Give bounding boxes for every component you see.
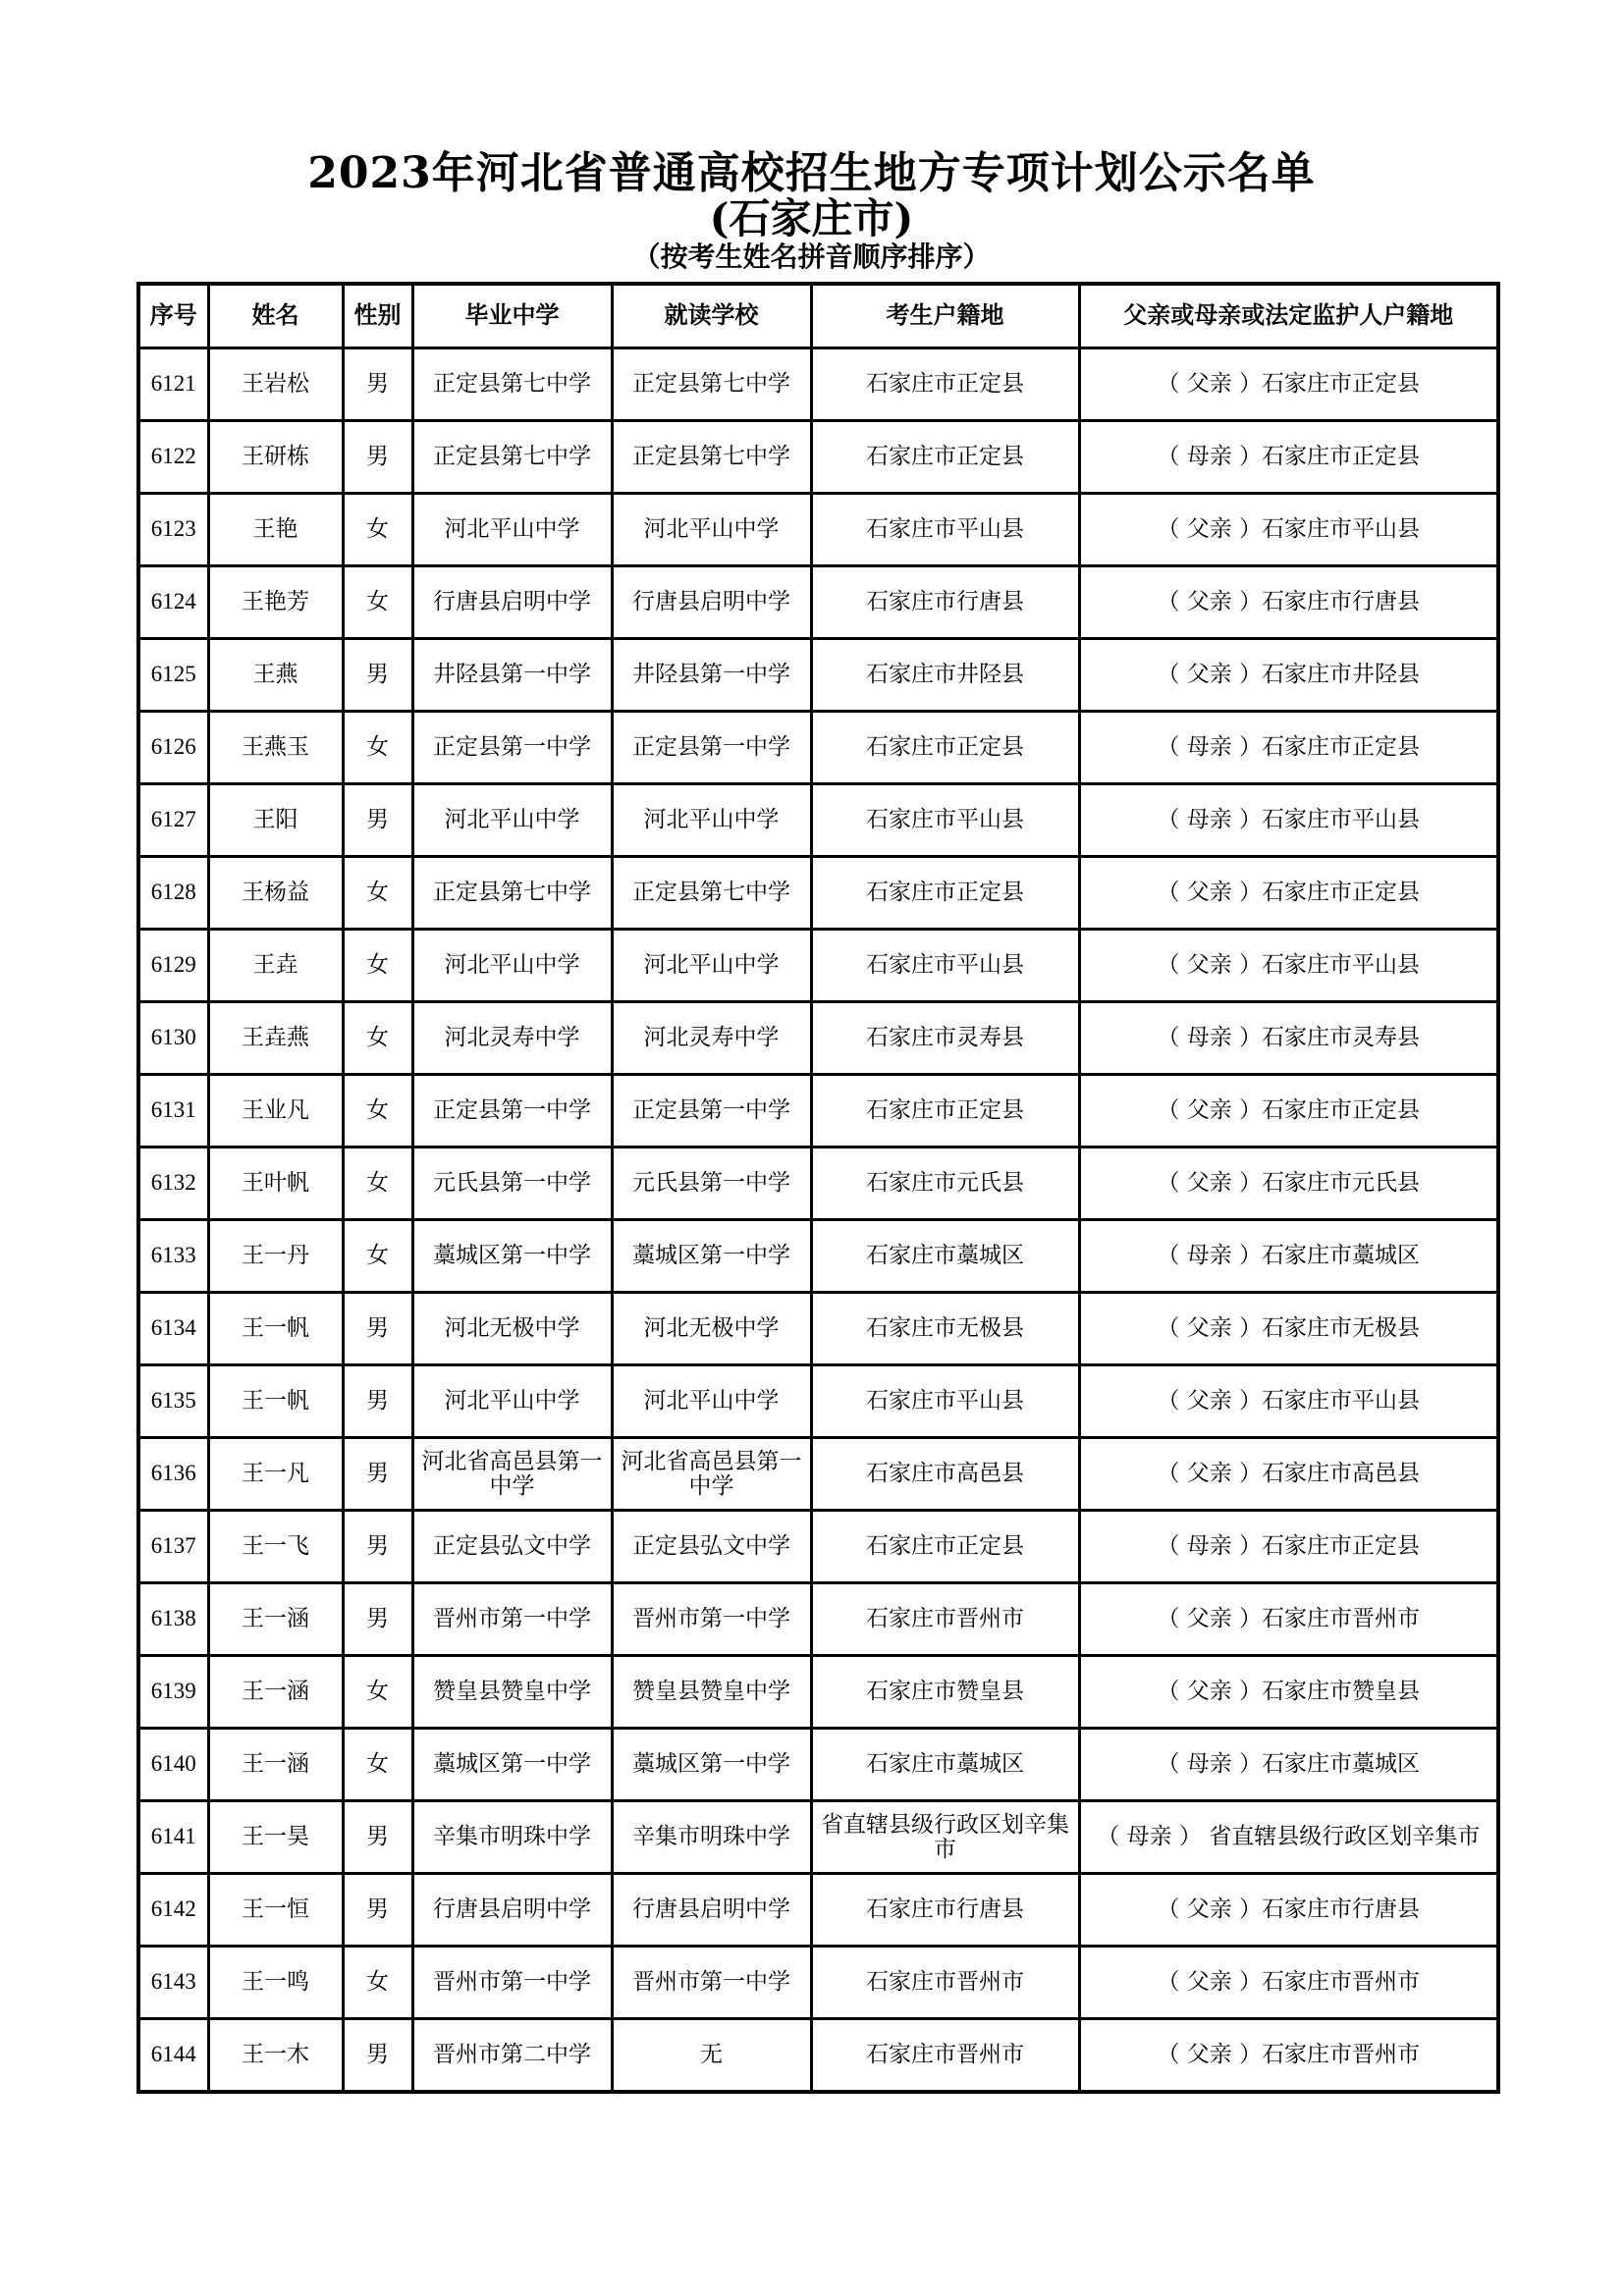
table-row xyxy=(138,784,1498,857)
table-row xyxy=(138,348,1498,421)
cell-current-school: 井陉县第一中学 xyxy=(612,639,811,712)
cell-hukou: 石家庄市井陉县 xyxy=(811,639,1079,712)
cell-seq: 6142 xyxy=(138,1874,208,1947)
cell-guardian-hukou: （ 父亲 ）石家庄市正定县 xyxy=(1079,1075,1498,1148)
cell-current-school: 正定县第七中学 xyxy=(612,348,811,421)
table-row xyxy=(138,1801,1498,1874)
cell-seq: 6138 xyxy=(138,1583,208,1656)
cell-guardian-hukou: （ 父亲 ）石家庄市赞皇县 xyxy=(1079,1656,1498,1729)
cell-guardian-hukou: （ 父亲 ）石家庄市高邑县 xyxy=(1079,1438,1498,1511)
table-row xyxy=(138,2019,1498,2093)
cell-seq: 6124 xyxy=(138,566,208,639)
cell-name: 王一鸣 xyxy=(208,1947,343,2019)
cell-grad-school: 藁城区第一中学 xyxy=(412,1729,612,1801)
cell-grad-school: 河北灵寿中学 xyxy=(412,1002,612,1075)
cell-hukou: 石家庄市晋州市 xyxy=(811,1583,1079,1656)
cell-hukou: 石家庄市正定县 xyxy=(811,857,1079,930)
cell-name: 王一木 xyxy=(208,2019,343,2093)
cell-gender: 女 xyxy=(343,1656,412,1729)
cell-name: 王一帆 xyxy=(208,1293,343,1365)
table-row xyxy=(138,494,1498,566)
cell-seq: 6132 xyxy=(138,1148,208,1220)
table-row xyxy=(138,1002,1498,1075)
header-gender: 性别 xyxy=(343,284,412,348)
table-body xyxy=(138,348,1498,2093)
cell-grad-school: 正定县第七中学 xyxy=(412,857,612,930)
cell-gender: 女 xyxy=(343,930,412,1002)
cell-name: 王一帆 xyxy=(208,1365,343,1438)
cell-hukou: 石家庄市正定县 xyxy=(811,421,1079,494)
cell-hukou: 石家庄市元氏县 xyxy=(811,1148,1079,1220)
cell-guardian-hukou: （ 父亲 ）石家庄市井陉县 xyxy=(1079,639,1498,712)
cell-seq: 6144 xyxy=(138,2019,208,2093)
cell-hukou: 石家庄市无极县 xyxy=(811,1293,1079,1365)
cell-grad-school: 晋州市第一中学 xyxy=(412,1947,612,2019)
document-title: 2023年河北省普通高校招生地方专项计划公示名单 xyxy=(307,148,1316,198)
table-row xyxy=(138,1075,1498,1148)
cell-guardian-hukou: （ 父亲 ）石家庄市晋州市 xyxy=(1079,1583,1498,1656)
table-row xyxy=(138,1729,1498,1801)
cell-hukou: 省直辖县级行政区划辛集市 xyxy=(811,1801,1079,1874)
cell-seq: 6129 xyxy=(138,930,208,1002)
table-row xyxy=(138,639,1498,712)
cell-name: 王垚 xyxy=(208,930,343,1002)
cell-guardian-hukou: （ 母亲 ）石家庄市正定县 xyxy=(1079,1511,1498,1583)
cell-guardian-hukou: （ 父亲 ）石家庄市正定县 xyxy=(1079,348,1498,421)
cell-name: 王叶帆 xyxy=(208,1148,343,1220)
header-current-school: 就读学校 xyxy=(612,284,811,348)
cell-grad-school: 正定县第七中学 xyxy=(412,348,612,421)
cell-name: 王业凡 xyxy=(208,1075,343,1148)
cell-seq: 6135 xyxy=(138,1365,208,1438)
cell-seq: 6128 xyxy=(138,857,208,930)
cell-current-school: 河北平山中学 xyxy=(612,784,811,857)
cell-guardian-hukou: （ 母亲 ）石家庄市平山县 xyxy=(1079,784,1498,857)
cell-guardian-hukou: （ 父亲 ）石家庄市平山县 xyxy=(1079,1365,1498,1438)
cell-hukou: 石家庄市高邑县 xyxy=(811,1438,1079,1511)
cell-current-school: 河北灵寿中学 xyxy=(612,1002,811,1075)
cell-current-school: 正定县弘文中学 xyxy=(612,1511,811,1583)
cell-seq: 6139 xyxy=(138,1656,208,1729)
cell-gender: 女 xyxy=(343,1220,412,1293)
cell-hukou: 石家庄市平山县 xyxy=(811,930,1079,1002)
cell-hukou: 石家庄市灵寿县 xyxy=(811,1002,1079,1075)
cell-guardian-hukou: （ 父亲 ）石家庄市平山县 xyxy=(1079,930,1498,1002)
cell-gender: 男 xyxy=(343,1293,412,1365)
cell-current-school: 辛集市明珠中学 xyxy=(612,1801,811,1874)
cell-seq: 6127 xyxy=(138,784,208,857)
cell-grad-school: 辛集市明珠中学 xyxy=(412,1801,612,1874)
cell-hukou: 石家庄市藁城区 xyxy=(811,1729,1079,1801)
table-row xyxy=(138,1365,1498,1438)
cell-grad-school: 河北平山中学 xyxy=(412,930,612,1002)
cell-current-school: 河北无极中学 xyxy=(612,1293,811,1365)
cell-gender: 女 xyxy=(343,1075,412,1148)
cell-current-school: 正定县第一中学 xyxy=(612,712,811,784)
table-row xyxy=(138,1220,1498,1293)
cell-guardian-hukou: （ 母亲 ）石家庄市正定县 xyxy=(1079,712,1498,784)
cell-guardian-hukou: （ 父亲 ）石家庄市无极县 xyxy=(1079,1293,1498,1365)
cell-current-school: 行唐县启明中学 xyxy=(612,566,811,639)
cell-current-school: 赞皇县赞皇中学 xyxy=(612,1656,811,1729)
header-seq: 序号 xyxy=(138,284,208,348)
cell-current-school: 藁城区第一中学 xyxy=(612,1729,811,1801)
cell-name: 王一丹 xyxy=(208,1220,343,1293)
cell-name: 王岩松 xyxy=(208,348,343,421)
header-hukou: 考生户籍地 xyxy=(811,284,1079,348)
cell-current-school: 正定县第七中学 xyxy=(612,421,811,494)
cell-hukou: 石家庄市晋州市 xyxy=(811,1947,1079,2019)
sort-note: （按考生姓名拼音顺序排序） xyxy=(632,240,991,273)
cell-guardian-hukou: （ 父亲 ）石家庄市晋州市 xyxy=(1079,1947,1498,2019)
cell-current-school: 晋州市第一中学 xyxy=(612,1583,811,1656)
cell-name: 王一昊 xyxy=(208,1801,343,1874)
cell-name: 王一恒 xyxy=(208,1874,343,1947)
cell-gender: 男 xyxy=(343,1874,412,1947)
table-row xyxy=(138,1656,1498,1729)
cell-gender: 女 xyxy=(343,1729,412,1801)
table-row xyxy=(138,1511,1498,1583)
roster-table xyxy=(136,282,1500,2094)
cell-current-school: 正定县第一中学 xyxy=(612,1075,811,1148)
cell-grad-school: 正定县第一中学 xyxy=(412,1075,612,1148)
cell-seq: 6143 xyxy=(138,1947,208,2019)
cell-name: 王垚燕 xyxy=(208,1002,343,1075)
cell-gender: 男 xyxy=(343,2019,412,2093)
table-row xyxy=(138,1583,1498,1656)
cell-hukou: 石家庄市赞皇县 xyxy=(811,1656,1079,1729)
cell-guardian-hukou: （ 母亲 ）石家庄市藁城区 xyxy=(1079,1729,1498,1801)
cell-hukou: 石家庄市平山县 xyxy=(811,784,1079,857)
cell-current-school: 藁城区第一中学 xyxy=(612,1220,811,1293)
cell-guardian-hukou: （ 母亲 ）石家庄市正定县 xyxy=(1079,421,1498,494)
table-row xyxy=(138,1148,1498,1220)
cell-grad-school: 河北省高邑县第一中学 xyxy=(412,1438,612,1511)
cell-name: 王一涵 xyxy=(208,1729,343,1801)
cell-name: 王燕 xyxy=(208,639,343,712)
cell-gender: 女 xyxy=(343,1148,412,1220)
cell-seq: 6121 xyxy=(138,348,208,421)
cell-seq: 6123 xyxy=(138,494,208,566)
cell-grad-school: 晋州市第一中学 xyxy=(412,1583,612,1656)
cell-name: 王杨益 xyxy=(208,857,343,930)
cell-current-school: 河北平山中学 xyxy=(612,494,811,566)
cell-guardian-hukou: （ 父亲 ）石家庄市元氏县 xyxy=(1079,1148,1498,1220)
cell-grad-school: 元氏县第一中学 xyxy=(412,1148,612,1220)
cell-gender: 男 xyxy=(343,1511,412,1583)
cell-hukou: 石家庄市藁城区 xyxy=(811,1220,1079,1293)
cell-guardian-hukou: （ 母亲 ）石家庄市灵寿县 xyxy=(1079,1002,1498,1075)
cell-seq: 6140 xyxy=(138,1729,208,1801)
cell-grad-school: 赞皇县赞皇中学 xyxy=(412,1656,612,1729)
cell-gender: 男 xyxy=(343,421,412,494)
cell-name: 王阳 xyxy=(208,784,343,857)
cell-gender: 男 xyxy=(343,348,412,421)
table-row xyxy=(138,930,1498,1002)
cell-name: 王一涵 xyxy=(208,1656,343,1729)
cell-current-school: 正定县第七中学 xyxy=(612,857,811,930)
cell-name: 王一涵 xyxy=(208,1583,343,1656)
cell-gender: 女 xyxy=(343,1002,412,1075)
cell-seq: 6122 xyxy=(138,421,208,494)
cell-grad-school: 藁城区第一中学 xyxy=(412,1220,612,1293)
table-row xyxy=(138,1293,1498,1365)
cell-gender: 男 xyxy=(343,1365,412,1438)
cell-grad-school: 正定县第一中学 xyxy=(412,712,612,784)
cell-grad-school: 晋州市第二中学 xyxy=(412,2019,612,2093)
cell-gender: 男 xyxy=(343,784,412,857)
document-subtitle: (石家庄市) xyxy=(709,194,914,242)
cell-current-school: 元氏县第一中学 xyxy=(612,1148,811,1220)
cell-hukou: 石家庄市平山县 xyxy=(811,494,1079,566)
cell-name: 王艳 xyxy=(208,494,343,566)
cell-grad-school: 河北平山中学 xyxy=(412,784,612,857)
cell-name: 王一凡 xyxy=(208,1438,343,1511)
table-row xyxy=(138,712,1498,784)
cell-hukou: 石家庄市晋州市 xyxy=(811,2019,1079,2093)
cell-gender: 女 xyxy=(343,1947,412,2019)
cell-name: 王研栋 xyxy=(208,421,343,494)
cell-seq: 6133 xyxy=(138,1220,208,1293)
cell-guardian-hukou: （ 父亲 ）石家庄市晋州市 xyxy=(1079,2019,1498,2093)
header-row xyxy=(138,284,1498,348)
cell-current-school: 河北平山中学 xyxy=(612,1365,811,1438)
header-guardian-hukou: 父亲或母亲或法定监护人户籍地 xyxy=(1079,284,1498,348)
cell-gender: 男 xyxy=(343,1583,412,1656)
cell-hukou: 石家庄市正定县 xyxy=(811,1511,1079,1583)
cell-guardian-hukou: （ 父亲 ）石家庄市行唐县 xyxy=(1079,1874,1498,1947)
cell-gender: 男 xyxy=(343,1438,412,1511)
cell-name: 王燕玉 xyxy=(208,712,343,784)
header-grad-school: 毕业中学 xyxy=(412,284,612,348)
cell-gender: 女 xyxy=(343,494,412,566)
table-row xyxy=(138,566,1498,639)
cell-hukou: 石家庄市行唐县 xyxy=(811,1874,1079,1947)
cell-seq: 6131 xyxy=(138,1075,208,1148)
cell-current-school: 行唐县启明中学 xyxy=(612,1874,811,1947)
cell-name: 王一飞 xyxy=(208,1511,343,1583)
cell-grad-school: 正定县弘文中学 xyxy=(412,1511,612,1583)
cell-grad-school: 行唐县启明中学 xyxy=(412,1874,612,1947)
cell-hukou: 石家庄市正定县 xyxy=(811,348,1079,421)
table-row xyxy=(138,857,1498,930)
cell-guardian-hukou: （ 母亲 ）石家庄市藁城区 xyxy=(1079,1220,1498,1293)
cell-current-school: 河北平山中学 xyxy=(612,930,811,1002)
cell-hukou: 石家庄市正定县 xyxy=(811,1075,1079,1148)
cell-seq: 6125 xyxy=(138,639,208,712)
cell-grad-school: 河北平山中学 xyxy=(412,1365,612,1438)
table-row xyxy=(138,1947,1498,2019)
cell-current-school: 无 xyxy=(612,2019,811,2093)
cell-seq: 6134 xyxy=(138,1293,208,1365)
cell-gender: 男 xyxy=(343,1801,412,1874)
cell-guardian-hukou: （ 父亲 ）石家庄市平山县 xyxy=(1079,494,1498,566)
table-row xyxy=(138,1438,1498,1511)
cell-grad-school: 正定县第七中学 xyxy=(412,421,612,494)
cell-guardian-hukou: （ 父亲 ）石家庄市正定县 xyxy=(1079,857,1498,930)
cell-hukou: 石家庄市正定县 xyxy=(811,712,1079,784)
cell-seq: 6136 xyxy=(138,1438,208,1511)
table-row xyxy=(138,421,1498,494)
cell-gender: 女 xyxy=(343,566,412,639)
cell-current-school: 河北省高邑县第一中学 xyxy=(612,1438,811,1511)
header-name: 姓名 xyxy=(208,284,343,348)
cell-guardian-hukou: （ 父亲 ）石家庄市行唐县 xyxy=(1079,566,1498,639)
cell-hukou: 石家庄市行唐县 xyxy=(811,566,1079,639)
cell-seq: 6130 xyxy=(138,1002,208,1075)
cell-seq: 6141 xyxy=(138,1801,208,1874)
cell-guardian-hukou: （ 母亲 ） 省直辖县级行政区划辛集市 xyxy=(1079,1801,1498,1874)
cell-seq: 6137 xyxy=(138,1511,208,1583)
cell-gender: 女 xyxy=(343,857,412,930)
cell-grad-school: 河北平山中学 xyxy=(412,494,612,566)
cell-current-school: 晋州市第一中学 xyxy=(612,1947,811,2019)
cell-name: 王艳芳 xyxy=(208,566,343,639)
cell-grad-school: 行唐县启明中学 xyxy=(412,566,612,639)
cell-seq: 6126 xyxy=(138,712,208,784)
cell-grad-school: 河北无极中学 xyxy=(412,1293,612,1365)
cell-grad-school: 井陉县第一中学 xyxy=(412,639,612,712)
cell-gender: 女 xyxy=(343,712,412,784)
cell-hukou: 石家庄市平山县 xyxy=(811,1365,1079,1438)
table-row xyxy=(138,1874,1498,1947)
cell-gender: 男 xyxy=(343,639,412,712)
